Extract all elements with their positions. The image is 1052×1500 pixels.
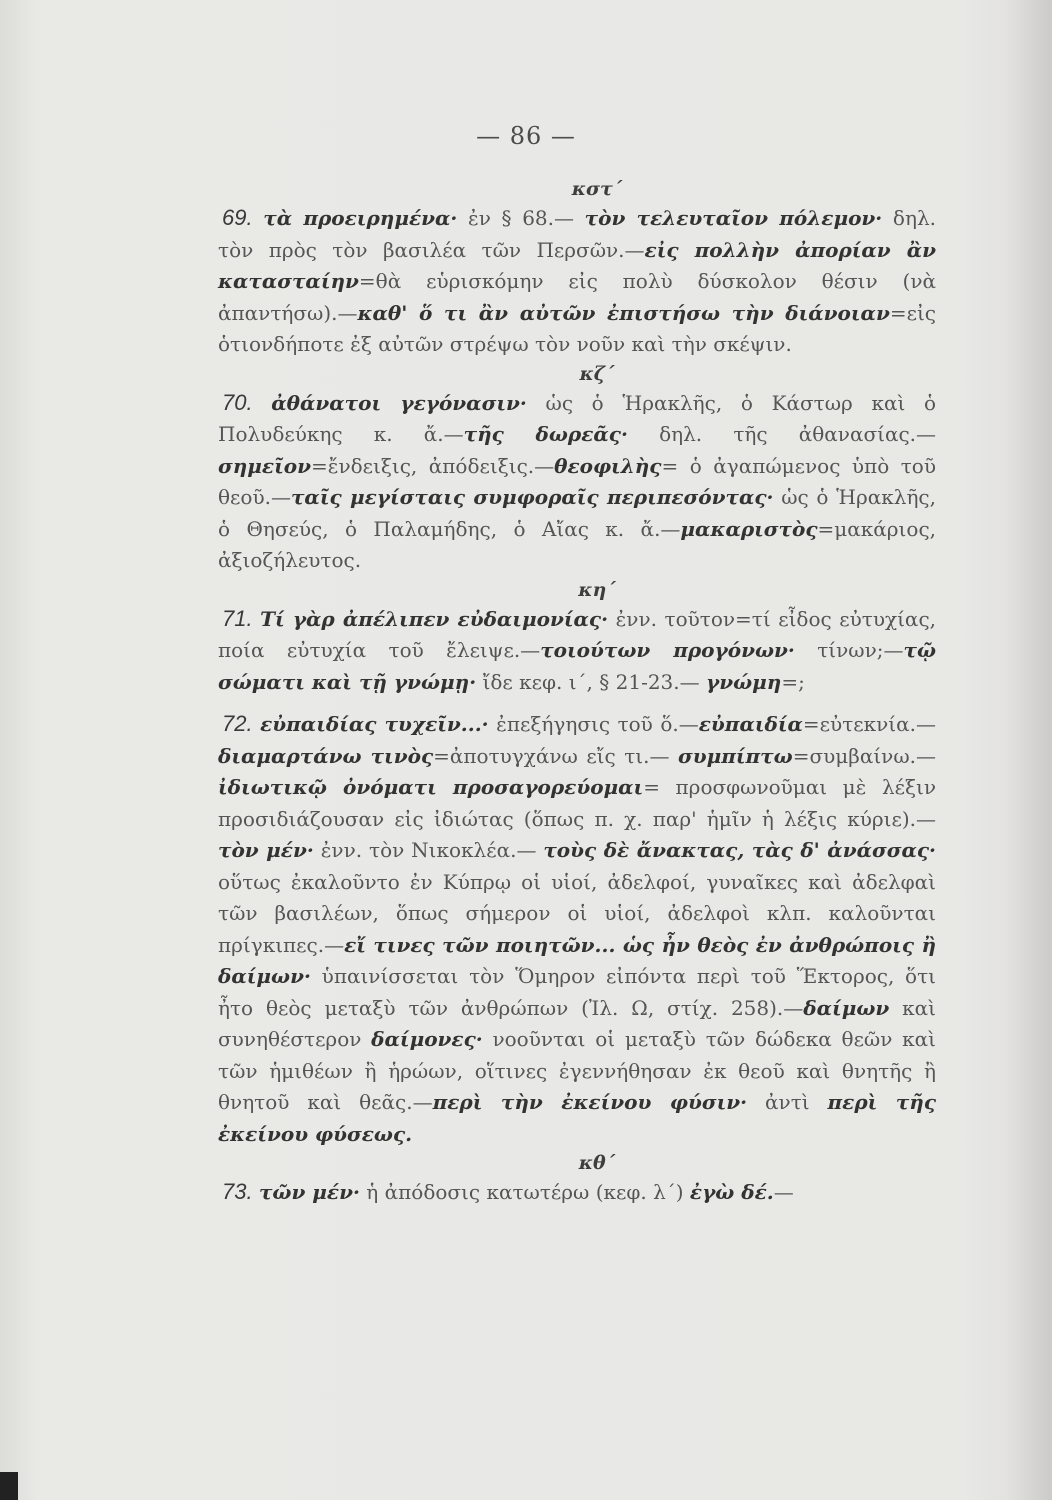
gloss-text: νοοῦνται οἱ μεταξὺ τῶν δώδεκα θεῶν καὶ τῶν ἡμιθέων ἢ ἡρώων, οἵτινες ἐγεννήθησαν ἐκ θεοῦ καὶ θνητῆς ἢ θνητοῦ καὶ θεᾶς.—	[218, 1027, 936, 1114]
lemma-term: συμπίπτω	[677, 743, 793, 768]
lemma-term: ἰδιωτικῷ ὀνόματι προσαγορεύομαι	[218, 775, 644, 799]
lemma-term: γνώμη	[706, 669, 782, 694]
lemma-term: τῆς δωρεᾶς·	[463, 422, 628, 446]
lemma-term: ταῖς μεγίσταις συμφοραῖς περιπεσόντας·	[290, 485, 774, 509]
lemma-term: ἀθάνατοι γεγόνασιν·	[271, 390, 527, 415]
gloss-text: τίνων;—	[794, 638, 904, 662]
lemma-term: τὸν τελευταῖον πόλεμον·	[584, 206, 883, 230]
lemma-term: τοὺς δὲ ἄνακτας, τὰς δ' ἀνάσσας·	[543, 838, 936, 862]
lemma-term: εἰς πολλὴν ἀπορίαν ἂν κατασταίην	[218, 237, 936, 293]
section-heading: κη΄	[578, 578, 616, 601]
lemma-term: τῶν μέν·	[258, 1180, 360, 1204]
gloss-text: =συμβαίνω.—	[792, 743, 936, 768]
gloss-text: =;	[781, 669, 805, 694]
lemma-term: εἴ τινες τῶν ποιητῶν... ὡς ἦν θεὸς ἐν ἀνθρώποις ἢ δαίμων·	[218, 932, 936, 988]
gloss-text: ἐπεξήγησις τοῦ ὅ.—	[488, 712, 699, 736]
section-heading: κστ΄	[571, 178, 623, 200]
commentary-paragraph	[218, 202, 936, 361]
lemma-term: δαίμων	[803, 995, 890, 1020]
gloss-text: =μακάριος, ἀξιοζήλευτος.	[218, 516, 936, 572]
gloss-text: ἐνν. τοῦτον=τί εἶδος εὐτυχίας, ποία εὐτυχία τοῦ ἔλειψε.—	[218, 606, 936, 662]
gloss-text: =εὐτεκνία.—	[802, 712, 936, 736]
gloss-text: ὡς ὁ Ἡρακλῆς, ὁ Κάστωρ καὶ ὁ Πολυδεύκης κ. ἄ.—	[218, 390, 937, 446]
gloss-text: ὑπαινίσσεται τὸν Ὅμηρον εἰπόντα περὶ τοῦ Ἕκτορος, ὅτι ἦτο θεὸς μεταξὺ τῶν ἀνθρώπων (Ἰλ. Ω, στίχ. 258).—	[218, 964, 936, 1020]
lemma-term: περὶ τῆς ἐκείνου φύσεως.	[218, 1090, 936, 1146]
page-number: — 86 —	[476, 122, 576, 150]
document-body	[218, 176, 936, 1209]
gloss-text: δηλ. τῆς ἀθανασίας.—	[627, 422, 937, 446]
gloss-text: ἀντὶ	[747, 1090, 828, 1114]
gloss-text: =θὰ εὑρισκόμην εἰς πολὺ δύσκολον θέσιν (νὰ ἀπαντήσω).—	[218, 269, 936, 325]
lemma-term: θεοφιλὴς	[554, 453, 662, 478]
lemma-term: μακαριστὸς	[680, 516, 818, 541]
commentary-paragraph	[218, 708, 936, 1150]
paragraph-number: 71.	[222, 605, 253, 631]
lemma-term: τὰ προειρημένα·	[263, 206, 458, 230]
lemma-term: τοιούτων προγόνων·	[540, 638, 795, 662]
lemma-term: διαμαρτάνω τινὸς	[218, 743, 434, 768]
gloss-text: =ἀποτυγχάνω εἴς τι.—	[433, 743, 678, 768]
commentary-paragraph	[218, 387, 936, 577]
lemma-term: εὐπαιδία	[698, 712, 803, 736]
page-edge-shadow	[1006, 0, 1052, 1500]
gloss-text: = ὁ ἀγαπώμενος ὑπὸ τοῦ θεοῦ.—	[218, 453, 936, 509]
paragraph-gap	[218, 698, 936, 708]
lemma-term: καθ' ὅ τι ἂν αὐτῶν ἐπιστήσω τὴν διάνοιαν	[357, 300, 890, 325]
paragraph-number: 69.	[222, 205, 253, 230]
lemma-term: Τί γὰρ ἀπέλιπεν εὐδαιμονίας·	[260, 606, 609, 631]
gloss-text: ἡ ἀπόδοσις κατωτέρω (κεφ. λ΄)	[359, 1180, 690, 1204]
gloss-text: καὶ συνηθέστερον	[218, 995, 936, 1051]
paragraph-number: 72.	[222, 711, 253, 736]
lemma-term: δαίμονες·	[371, 1027, 483, 1051]
gloss-text: οὕτως ἐκαλοῦντο ἐν Κύπρῳ οἱ υἱοί, ἀδελφοί, γυναῖκες καὶ ἀδελφαὶ τῶν βασιλέων, ὅπως σήμερον οἱ υἱοί, ἀδελφοὶ κλπ. καλοῦνται πρίγκιπες.—	[218, 869, 936, 957]
paragraph-number: 73.	[222, 1179, 253, 1204]
commentary-paragraph	[218, 603, 936, 699]
lemma-term: εὐπαιδίας τυχεῖν...·	[260, 712, 489, 736]
gloss-text: ὡς ὁ Ἡρακλῆς, ὁ Θησεύς, ὁ Παλαμήδης, ὁ Αἴας κ. ἄ.—	[218, 485, 936, 541]
lemma-term: σημεῖον	[218, 453, 311, 478]
section-heading: κζ΄	[579, 362, 615, 385]
gloss-text: δηλ. τὸν πρὸς τὸν βασιλέα τῶν Περσῶν.—	[218, 206, 936, 262]
gloss-text: = προσφωνοῦμαι μὲ λέξιν προσιδιάζουσαν εἰς ἰδιώτας (ὅπως π. χ. παρ' ἡμῖν ἡ λέξις κύριε).—	[218, 775, 936, 831]
lemma-term: τῷ σώματι καὶ τῇ γνώμῃ·	[218, 638, 936, 694]
section-heading: κθ΄	[578, 1152, 616, 1174]
gloss-text: ἴδε κεφ. ι΄, § 21-23.—	[476, 669, 706, 694]
gloss-text: =εἰς ὁτιονδήποτε ἐξ αὐτῶν στρέψω τὸν νοῦν καὶ τὴν σκέψιν.	[218, 300, 936, 356]
commentary-paragraph	[218, 1176, 936, 1209]
lemma-term: ἐγὼ δέ.	[689, 1180, 774, 1204]
paragraph-number: 70.	[222, 389, 253, 415]
gloss-text: —	[773, 1180, 794, 1204]
lemma-term: περὶ τὴν ἐκείνου φύσιν·	[432, 1090, 748, 1114]
gloss-text: =ἔνδειξις, ἀπόδειξις.—	[310, 453, 555, 478]
lemma-term: τὸν μέν·	[218, 838, 314, 862]
gloss-text: ἐνν. τὸν Νικοκλέα.—	[313, 838, 544, 862]
scan-corner-mark	[0, 1472, 18, 1500]
gloss-text: ἐν § 68.—	[457, 206, 585, 230]
